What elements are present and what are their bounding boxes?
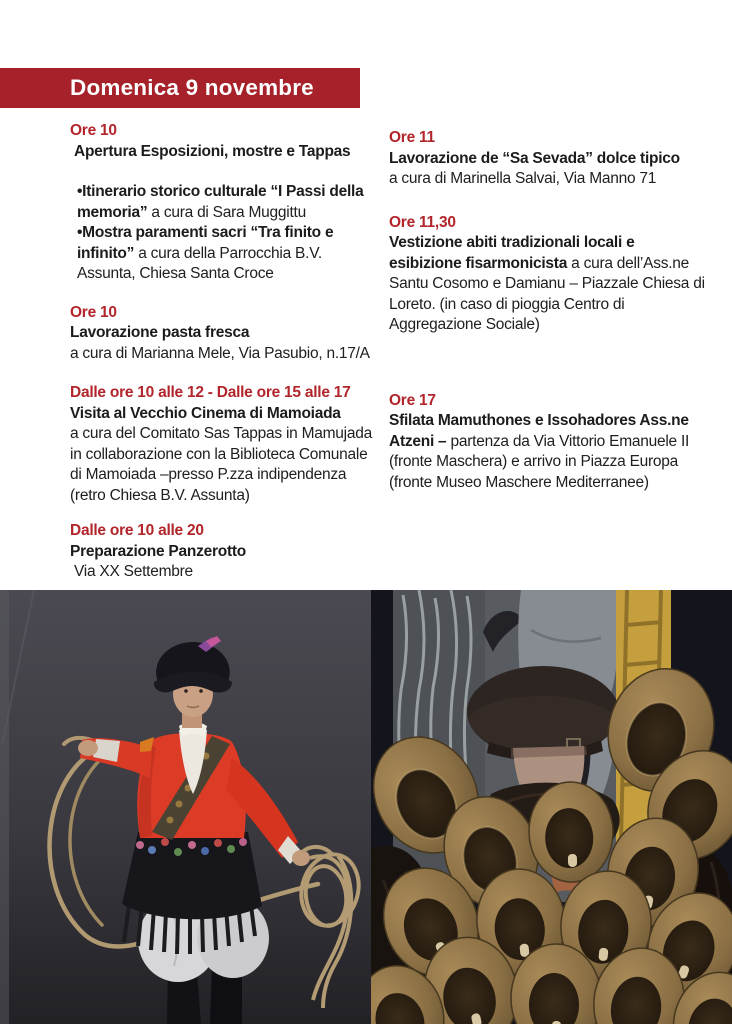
event-body: a cura di Marinella Salvai, Via Manno 71 — [389, 170, 657, 187]
event-title: Lavorazione pasta fresca — [70, 324, 250, 341]
subitem-regular-text: a cura della Parrocchia B.V. Assunta, Chiesa Santa Croce — [77, 244, 322, 282]
event-subitem — [77, 223, 372, 285]
event-time: Dalle ore 10 alle 20 — [70, 522, 204, 539]
event-time: Dalle ore 10 alle 12 - Dalle ore 15 alle 17 — [70, 384, 351, 401]
event-sfilata-mamuthones — [389, 391, 709, 494]
events-column-right — [389, 121, 709, 583]
event-regular-text: partenza da Via Vittorio Emanuele II (fronte Maschera) e arrivo in Piazza Europa (fronte Museo Maschere Mediterranee) — [389, 432, 690, 491]
event-vestizione-abiti — [389, 213, 709, 336]
event-time: Ore 10 — [70, 122, 117, 139]
event-body: a cura di Marianna Mele, Via Pasubio, n.17/A — [70, 344, 370, 362]
event-title: Apertura Esposizioni, mostre e Tappas — [74, 142, 351, 160]
event-time: Ore 11,30 — [389, 213, 456, 231]
subitem-bold-text: •Itinerario storico culturale “I Passi della memoria” — [77, 183, 364, 221]
event-apertura-esposizioni — [70, 121, 372, 285]
event-bold-text: Vestizione abiti tradizionali locali e esibizione fisarmonicista — [389, 234, 635, 272]
event-subitem — [77, 182, 372, 223]
photo-strip — [0, 590, 732, 1024]
event-sa-sevada — [389, 128, 709, 190]
subitem-bold-text: •Mostra paramenti sacri “Tra finito e infinito” — [77, 224, 334, 262]
event-body: Via XX Settembre — [74, 563, 193, 580]
events-column-left — [70, 121, 372, 583]
event-time: Ore 11 — [389, 129, 435, 146]
event-time: Ore 10 — [70, 303, 117, 321]
event-subitems — [70, 182, 372, 285]
event-body — [389, 411, 709, 493]
event-title: Visita al Vecchio Cinema di Mamoiada — [70, 404, 341, 422]
event-regular-text: a cura dell’Ass.ne Santu Cosomo e Damianu – Piazzale Chiesa di Loreto. (in caso di pioggia Centro di Aggregazione Sociale) — [389, 254, 705, 333]
event-panzerotto — [70, 521, 372, 583]
event-vecchio-cinema — [70, 383, 372, 506]
event-columns — [70, 121, 712, 583]
beret — [467, 666, 619, 761]
date-banner — [0, 68, 360, 108]
date-banner-title: Domenica 9 novembre — [70, 75, 314, 100]
event-time: Ore 17 — [389, 391, 436, 409]
event-bold-text: Sfilata Mamuthones e Issohadores Ass.ne Atzeni – — [389, 412, 689, 450]
event-title: Preparazione Panzerotto — [70, 542, 246, 560]
event-body — [389, 233, 709, 336]
issohadore-costume-photo — [0, 590, 371, 1024]
event-title: Lavorazione de “Sa Sevada” dolce tipico — [389, 149, 680, 167]
event-pasta-fresca — [70, 303, 372, 365]
subitem-regular-text: a cura di Sara Muggittu — [147, 203, 306, 221]
mamuthone-bells-photo — [371, 590, 732, 1024]
event-body: a cura del Comitato Sas Tappas in Mamujada in collaborazione con la Biblioteca Comunale di Mamoiada –presso P.zza indipendenza (retro Chiesa B.V. Assunta) — [70, 425, 372, 504]
